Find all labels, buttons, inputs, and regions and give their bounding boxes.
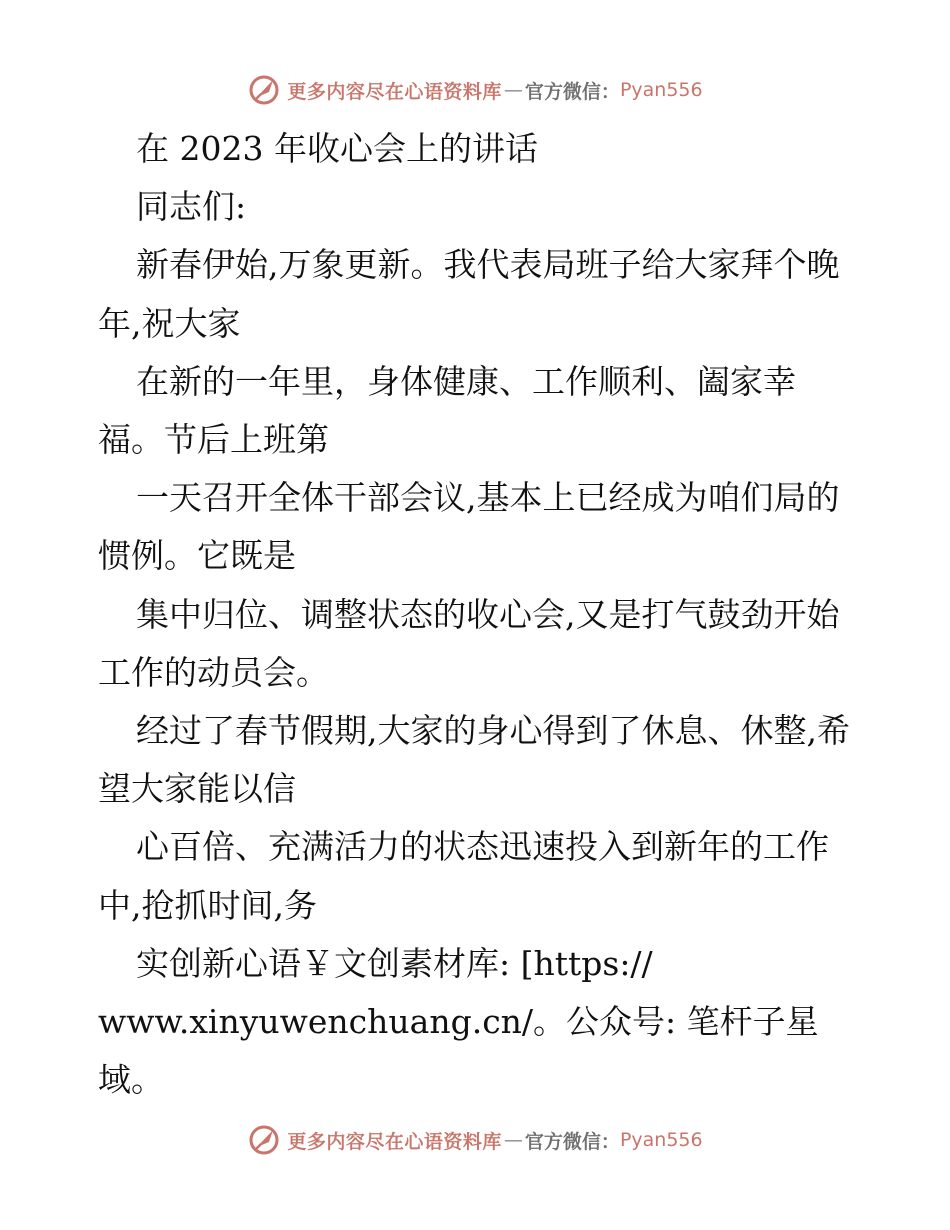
header-wechat-account: Pyan556 bbox=[619, 79, 703, 101]
document-body bbox=[98, 120, 858, 1109]
footer-wechat-label: 官方微信： bbox=[524, 1130, 620, 1153]
header-brand-text: 更多内容尽在心语资料库 bbox=[287, 80, 502, 103]
quill-logo-icon bbox=[247, 73, 281, 107]
paragraph-line: 集中归位、调整状态的收心会,又是打气鼓劲开始工作的动员会。 bbox=[98, 594, 840, 692]
document-title: 在 2023 年收心会上的讲话 bbox=[136, 129, 538, 168]
paragraph-line: 心百倍、充满活力的状态迅速投入到新年的工作中,抢抓时间,务 bbox=[98, 827, 829, 925]
header-banner bbox=[0, 70, 950, 110]
footer-wechat-account: Pyan556 bbox=[619, 1129, 703, 1151]
paragraph-line: www.xinyuwenchuang.cn/。公众号: 笔杆子星域。 bbox=[98, 1002, 819, 1100]
paragraph-line: 经过了春节假期,大家的身心得到了休息、休整,希望大家能以信 bbox=[98, 711, 850, 809]
header-wechat-label: 官方微信： bbox=[524, 80, 620, 103]
header-separator: — bbox=[503, 79, 523, 101]
paragraph-line: 实创新心语￥文创素材库: [https:// bbox=[136, 943, 653, 983]
footer-brand-text: 更多内容尽在心语资料库 bbox=[287, 1130, 502, 1153]
paragraph-line: 新春伊始,万象更新。我代表局班子给大家拜个晚年,祝大家 bbox=[98, 245, 840, 343]
paragraph-line: 一天召开全体干部会议,基本上已经成为咱们局的惯例。它既是 bbox=[98, 478, 840, 576]
footer-banner bbox=[0, 1120, 950, 1160]
quill-logo-icon bbox=[247, 1123, 281, 1157]
footer-separator: — bbox=[503, 1129, 523, 1151]
paragraph-line: 同志们: bbox=[136, 187, 247, 227]
paragraph-line: 在新的一年里，身体健康、工作顺利、阖家幸福。节后上班第 bbox=[98, 361, 796, 460]
